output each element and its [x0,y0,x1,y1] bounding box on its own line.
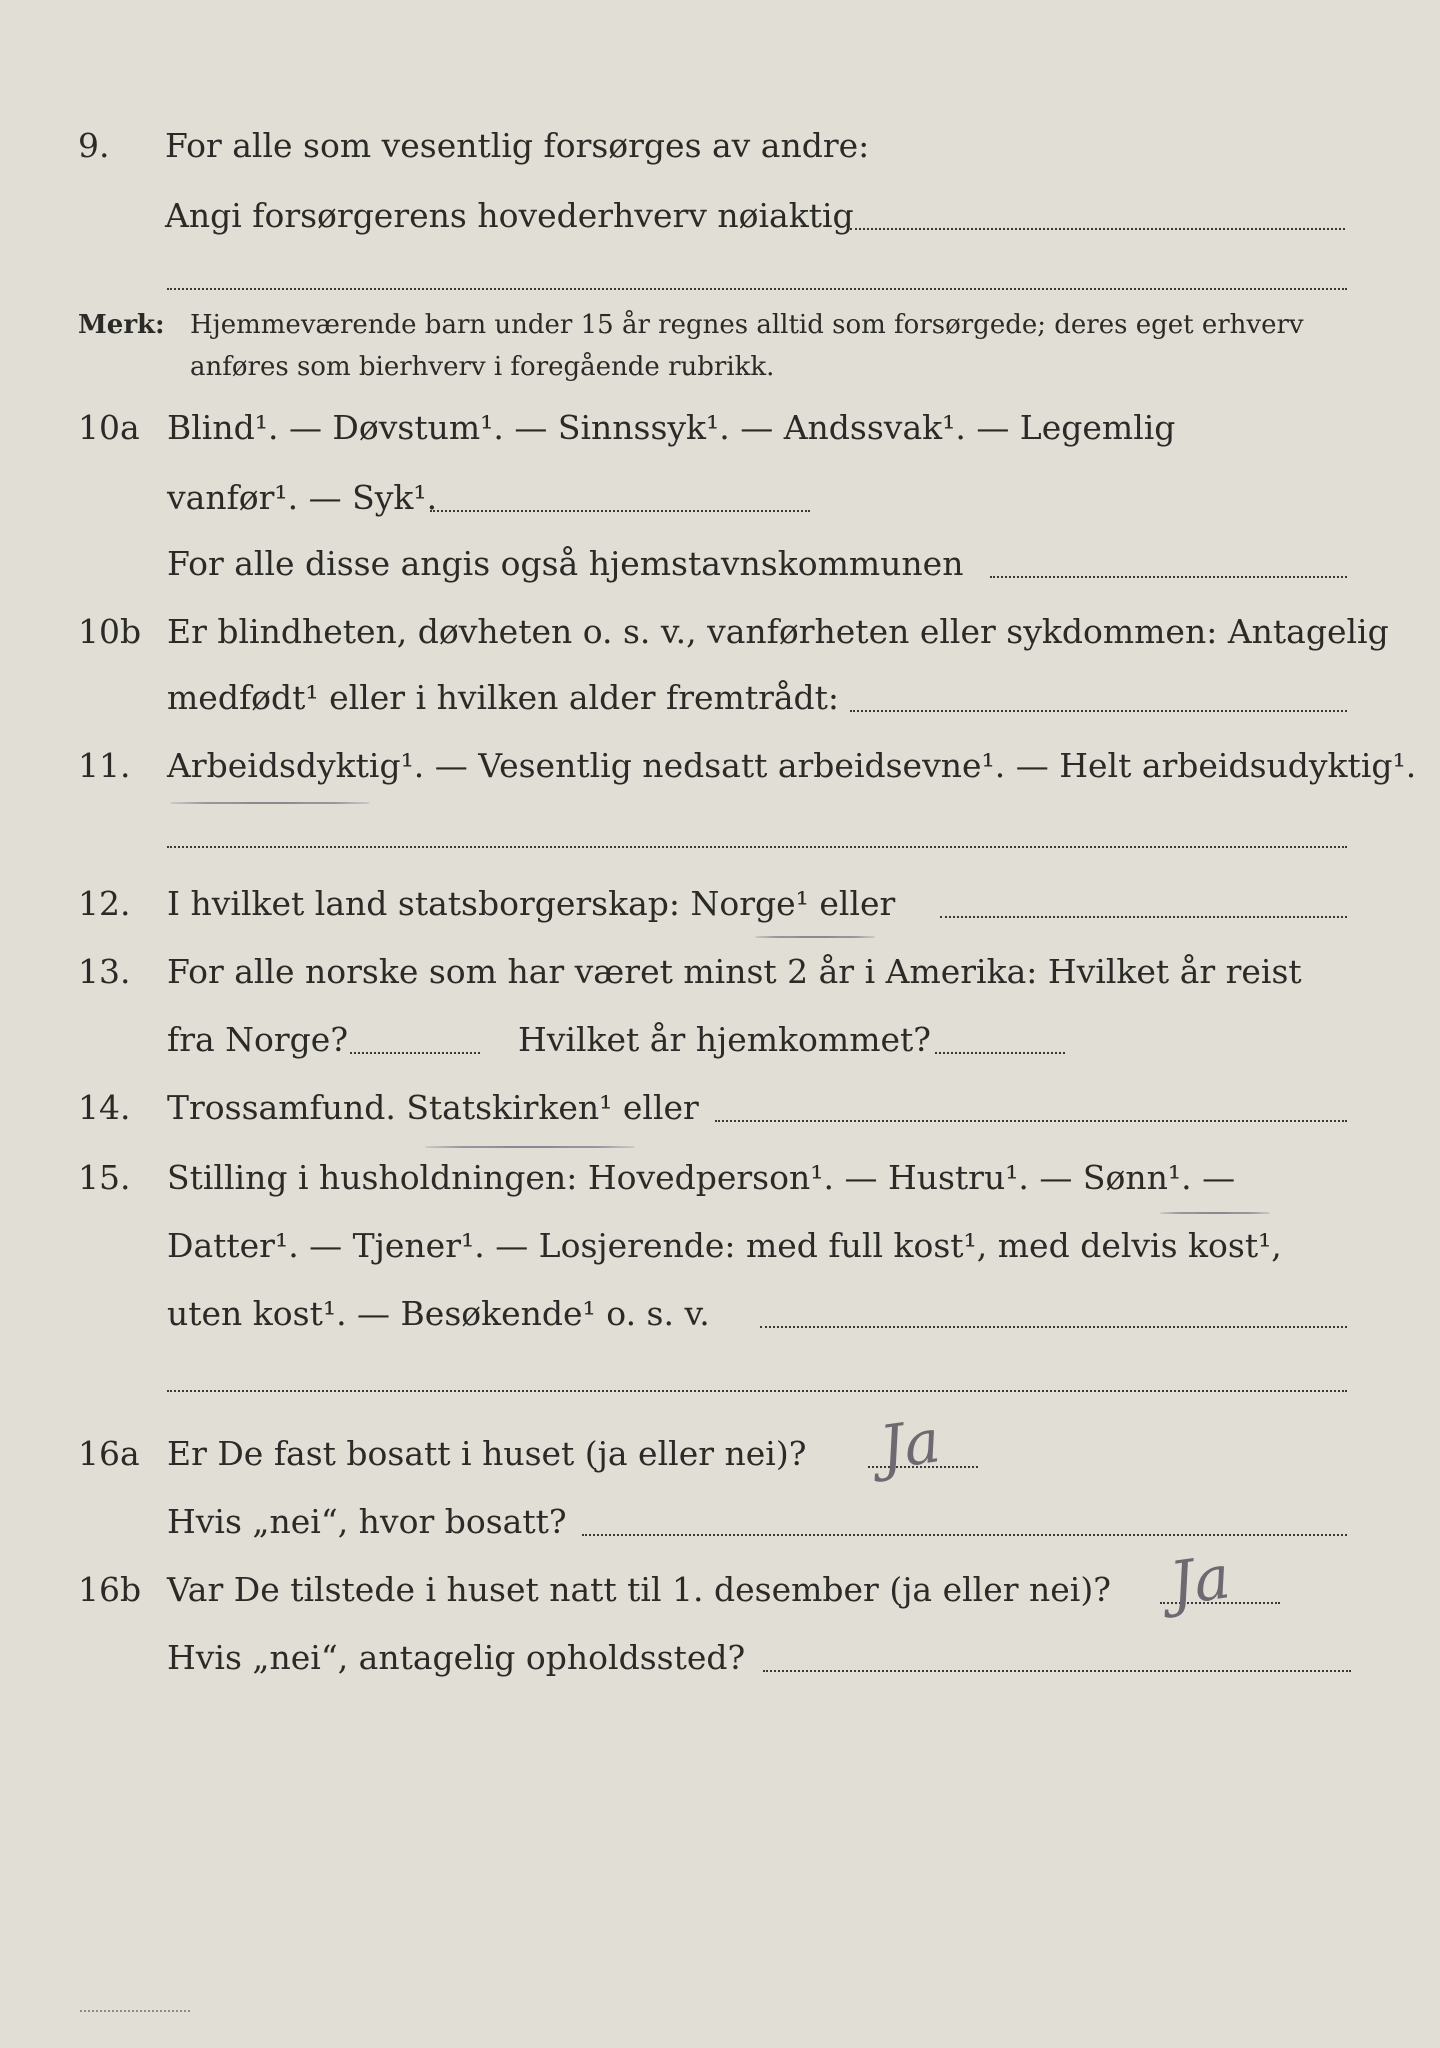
question-15-line2 [0,1218,1440,1274]
question-text: Hvis „nei“, antagelig opholdssted? [167,1638,746,1677]
answer-line[interactable] [167,1390,1347,1392]
question-number: 10a [78,408,140,447]
question-13 [0,944,1440,1000]
question-15 [0,1150,1440,1206]
question-9-line2 [0,188,1440,244]
question-text: For alle som vesentlig forsørges av andre: [165,126,870,165]
question-16a [0,1426,1440,1482]
question-text: Angi forsørgerens hovederhverv nøiaktig [165,196,854,235]
question-number: 16b [78,1570,142,1609]
question-text: fra Norge? [167,1020,349,1059]
question-10a-line2 [0,470,1440,526]
answer-line[interactable] [582,1534,1347,1536]
question-text: vanfør¹. — Syk¹. [167,478,438,517]
question-9 [0,118,1440,174]
question-13-line2 [0,1012,1440,1068]
question-number: 15. [78,1158,131,1197]
answer-line[interactable] [167,846,1347,848]
answer-line[interactable] [850,228,1345,230]
answer-line[interactable] [350,1052,480,1054]
question-number: 12. [78,884,131,923]
question-text: I hvilket land statsborgerskap: Norge¹ eller [167,884,896,923]
question-text: Hvilket år hjemkommet? [518,1020,931,1059]
answer-line[interactable] [760,1326,1347,1328]
question-12 [0,876,1440,932]
note-block [0,305,1440,395]
question-number: 9. [78,126,110,165]
question-text: Hvis „nei“, hvor bosatt? [167,1502,567,1541]
question-text: medfødt¹ eller i hvilken alder fremtrådt: [167,678,840,717]
question-10b [0,604,1440,660]
question-number: 16a [78,1434,140,1473]
question-number: 11. [78,746,131,785]
question-10a-line3 [0,536,1440,592]
question-text: For alle norske som har været minst 2 år i Amerika: Hvilket år reist [167,952,1302,991]
question-text: Er De fast bosatt i huset (ja eller nei)? [167,1434,807,1473]
answer-line[interactable] [935,1052,1065,1054]
answer-line[interactable] [715,1120,1347,1122]
handwritten-answer: Ja [875,1406,945,1484]
question-14 [0,1080,1440,1136]
question-text: Stilling i husholdningen: Hovedperson¹. — Hustru¹. — Sønn¹. — [167,1158,1236,1197]
corner-mark [80,2010,190,2012]
question-15-line3 [0,1286,1440,1342]
question-text: Var De tilstede i huset natt til 1. desember (ja eller nei)? [167,1570,1111,1609]
question-10a [0,400,1440,456]
handwritten-underline [425,1146,635,1148]
note-text: Hjemmeværende barn under 15 år regnes alltid som forsørgede; deres eget erhverv [190,310,1304,340]
question-text: For alle disse angis også hjemstavnskommunen [167,544,964,583]
answer-line[interactable] [940,916,1347,918]
question-number: 10b [78,612,142,651]
question-11 [0,738,1440,794]
question-10b-line2 [0,670,1440,726]
question-text: Blind¹. — Døvstum¹. — Sinnssyk¹. — Andssvak¹. — Legemlig [167,408,1176,447]
note-label: Merk: [78,310,165,340]
answer-line[interactable] [990,576,1347,578]
question-text: Trossamfund. Statskirken¹ eller [167,1088,699,1127]
note-text: anføres som bierhverv i foregående rubrikk. [190,352,775,382]
handwritten-underline [755,936,875,938]
question-text: Er blindheten, døvheten o. s. v., vanførheten eller sykdommen: Antagelig [167,612,1389,651]
handwritten-underline [170,802,370,804]
question-number: 13. [78,952,131,991]
answer-line[interactable] [850,710,1347,712]
answer-line[interactable] [763,1670,1351,1672]
question-text: uten kost¹. — Besøkende¹ o. s. v. [167,1294,710,1333]
handwritten-underline [1160,1212,1270,1214]
question-text: Datter¹. — Tjener¹. — Losjerende: med full kost¹, med delvis kost¹, [167,1226,1282,1265]
handwritten-answer: Ja [1165,1542,1235,1620]
answer-line[interactable] [167,288,1347,290]
answer-line[interactable] [430,510,810,512]
question-16b-line2 [0,1630,1440,1686]
question-number: 14. [78,1088,131,1127]
question-text: Arbeidsdyktig¹. — Vesentlig nedsatt arbeidsevne¹. — Helt arbeidsudyktig¹. [167,746,1417,785]
